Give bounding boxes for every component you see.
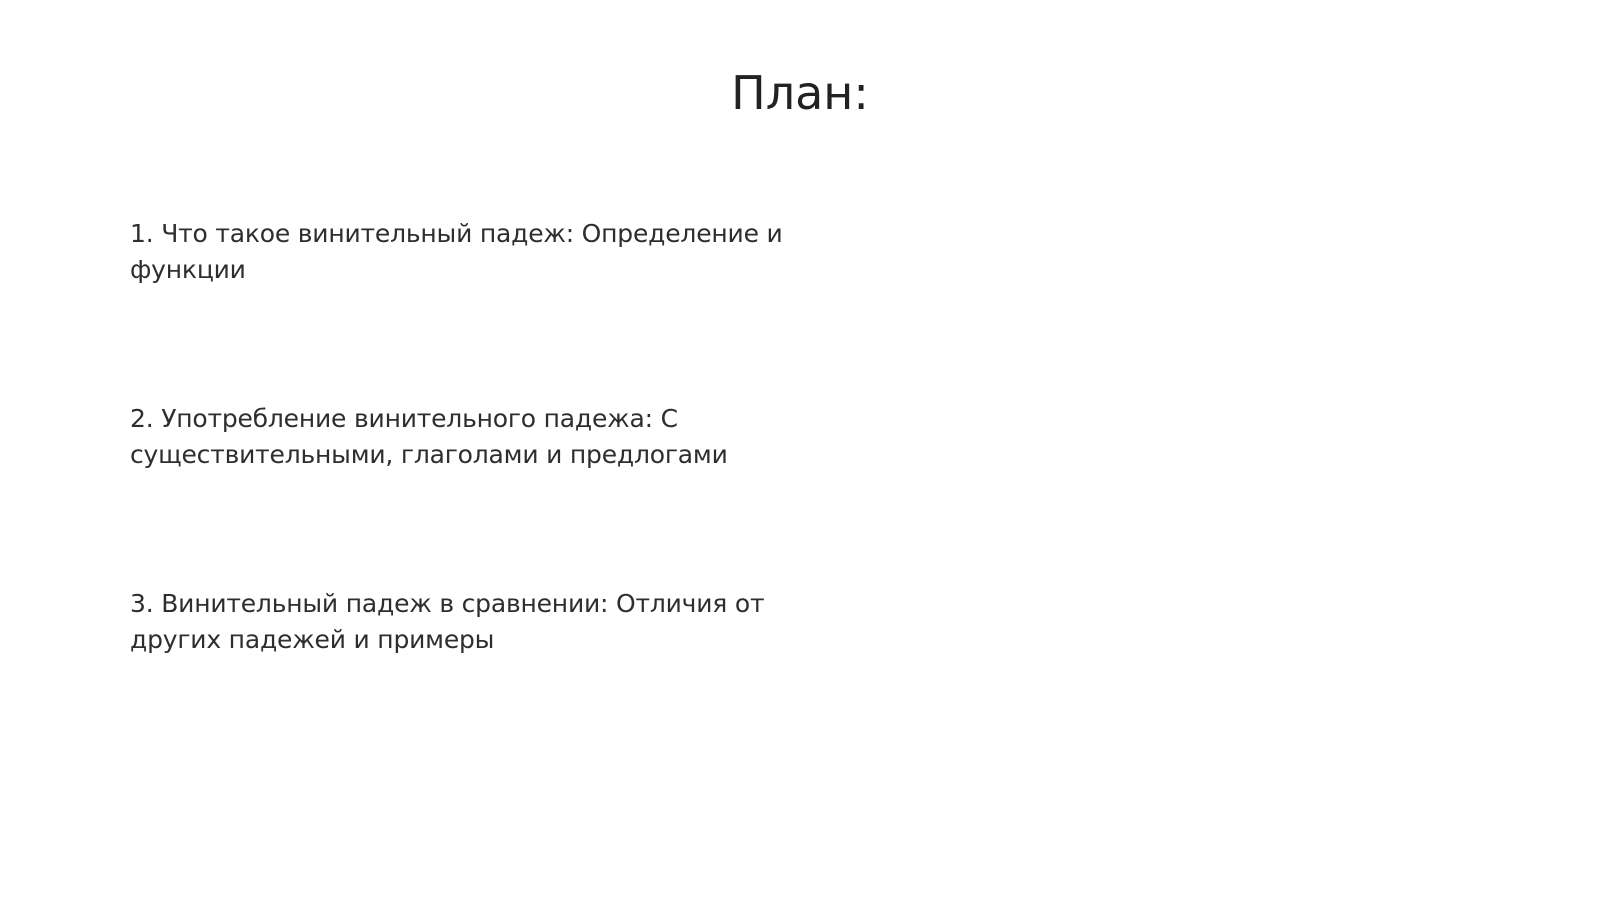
slide-title: План: [731,66,869,120]
plan-item-3: 3. Винительный падеж в сравнении: Отличия от других падежей и примеры [130,589,765,654]
plan-item-1: 1. Что такое винительный падеж: Определение и функции [130,219,783,284]
plan-item-2: 2. Употребление винительного падежа: С существительными, глаголами и предлогами [130,404,728,469]
plan-list [130,216,790,771]
